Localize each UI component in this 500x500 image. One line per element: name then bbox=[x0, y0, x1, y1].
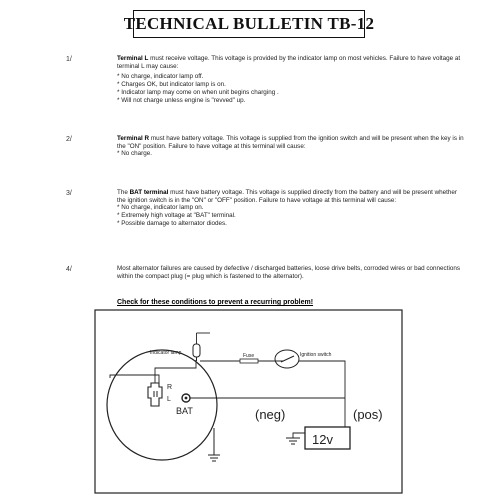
item-number-2: 2/ bbox=[66, 136, 72, 143]
item-3-text: must have battery voltage. This voltage is supplied directly from the battery and will be present whether the ignition switch is in the "ON" or "OFF" position. Failure to have voltage at this terminal will cause: bbox=[117, 189, 457, 204]
pos-label: (pos) bbox=[353, 407, 383, 422]
indicator-lamp-label: Indicator lamp bbox=[150, 350, 182, 356]
item-2-text: must have battery voltage. This voltage is supplied from the ignition switch and will be present when the key is in the "ON" position. Failure to have voltage at this terminal will cause: bbox=[117, 135, 464, 150]
ignition-wire bbox=[299, 361, 345, 415]
terminal-l-label: L bbox=[167, 396, 171, 403]
bulletin-title: TECHNICAL BULLETIN TB-12 bbox=[123, 14, 375, 33]
item-1-text: must receive voltage. This voltage is provided by the indicator lamp on most vehicles. Failure to have voltage at terminal L may cause: bbox=[117, 55, 461, 70]
list-item: * Charges OK, but indicator lamp is on. bbox=[117, 81, 226, 89]
item-2-term: Terminal R bbox=[117, 135, 150, 142]
wire-l bbox=[155, 360, 196, 383]
wire-r bbox=[110, 375, 159, 383]
item-3-term: BAT terminal bbox=[129, 189, 169, 196]
item-number-3: 3/ bbox=[66, 190, 72, 197]
item-3-pre: The bbox=[117, 189, 130, 196]
item-4-text: Most alternator failures are caused by defective / discharged batteries, loose drive belts, corroded wires or bad connections within the compact plug (= plug which is fastened to the alternator). bbox=[117, 265, 461, 280]
indicator-lamp-icon bbox=[193, 344, 200, 357]
terminal-r-label: R bbox=[167, 384, 173, 391]
list-item: * Extremely high voltage at "BAT" terminal. bbox=[117, 212, 236, 220]
ignition-switch-label: Ignition switch bbox=[300, 352, 332, 358]
warning-text: Check for these conditions to prevent a recurring problem! bbox=[117, 299, 314, 306]
item-1-term: Terminal L bbox=[117, 55, 149, 62]
fuse-label: Fuse bbox=[243, 353, 255, 359]
list-item: * No charge, indicator lamp off. bbox=[117, 73, 204, 81]
list-item: * Possible damage to alternator diodes. bbox=[117, 219, 227, 227]
compact-plug-icon bbox=[148, 383, 162, 406]
diagram-frame bbox=[95, 310, 402, 493]
battery-label: 12v bbox=[312, 432, 333, 447]
alternator-circle bbox=[107, 350, 217, 460]
list-item: * Will not charge unless engine is "revved" up. bbox=[117, 96, 246, 104]
list-item: * No charge. bbox=[117, 150, 153, 158]
list-item: * Indicator lamp may come on when unit begins charging . bbox=[117, 88, 279, 96]
item-number-1: 1/ bbox=[66, 56, 72, 63]
neg-label: (neg) bbox=[255, 407, 286, 422]
fuse-icon bbox=[240, 359, 258, 363]
terminal-bat-label: BAT bbox=[176, 406, 193, 416]
list-item: * No charge, indicator lamp on. bbox=[117, 204, 204, 212]
item-number-4: 4/ bbox=[66, 266, 72, 273]
neg-wire bbox=[293, 433, 305, 438]
